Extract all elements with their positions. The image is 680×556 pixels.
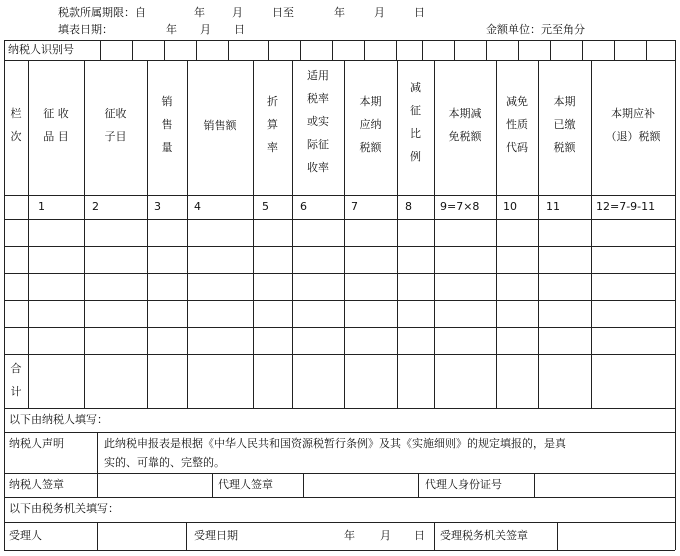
index-cell: 4 bbox=[194, 200, 201, 213]
period-day-to: 日至 bbox=[272, 6, 294, 19]
col-header-conversion-rate: 折 算 率 bbox=[267, 95, 278, 154]
fill-date-label: 填表日期： bbox=[58, 23, 113, 36]
col-header-row-no: 栏 次 bbox=[10, 107, 22, 143]
period-month-2: 月 bbox=[374, 6, 385, 19]
col-header-tax-rate: 适用 税率 或实 际征 收率 bbox=[307, 69, 329, 174]
tax-authority-fill-heading: 以下由税务机关填写： bbox=[9, 502, 119, 515]
agent-id-field[interactable] bbox=[535, 474, 674, 496]
agent-seal-field[interactable] bbox=[304, 474, 417, 496]
index-cell: 10 bbox=[503, 200, 517, 213]
col-header-sales-volume: 销 售 量 bbox=[161, 95, 173, 154]
index-cell: 7 bbox=[351, 200, 358, 213]
fill-year: 年 bbox=[166, 23, 177, 36]
taxpayer-seal-field[interactable] bbox=[98, 474, 211, 496]
period-year-1: 年 bbox=[194, 6, 205, 19]
agent-id-label: 代理人身份证号 bbox=[425, 478, 502, 491]
receiving-authority-seal-label: 受理税务机关签章 bbox=[440, 529, 528, 542]
total-label: 合 计 bbox=[10, 362, 22, 398]
fill-day: 日 bbox=[234, 23, 245, 36]
col-header-item: 征 收 品 目 bbox=[43, 107, 69, 143]
index-cell: 8 bbox=[405, 200, 412, 213]
index-cell: 5 bbox=[262, 200, 269, 213]
receive-day: 日 bbox=[414, 529, 425, 542]
receiver-field[interactable] bbox=[98, 523, 185, 549]
agent-seal-label: 代理人签章 bbox=[218, 478, 273, 491]
col-header-tax-due: 本期应补 （退）税额 bbox=[605, 107, 661, 143]
index-cell: 3 bbox=[154, 200, 161, 213]
amount-unit: 金额单位：元至角分 bbox=[486, 23, 585, 36]
fill-month: 月 bbox=[200, 23, 211, 36]
declaration-label: 纳税人声明 bbox=[9, 437, 64, 450]
index-cell: 6 bbox=[300, 200, 307, 213]
period-month-1: 月 bbox=[232, 6, 243, 19]
receive-month: 月 bbox=[380, 529, 391, 542]
declaration-line-1: 此纳税申报表是根据《中华人民共和国资源税暂行条例》及其《实施细则》的规定填报的，是真 bbox=[104, 437, 566, 450]
receive-date-label: 受理日期 bbox=[194, 529, 238, 542]
index-cell: 11 bbox=[546, 200, 560, 213]
receiving-authority-seal-field[interactable] bbox=[558, 523, 674, 549]
col-header-sales-amount: 销售额 bbox=[203, 119, 237, 132]
col-header-exempt-amount: 本期减 免税额 bbox=[448, 107, 482, 143]
index-cell: 12=7-9-11 bbox=[596, 200, 656, 213]
taxpayer-id-label: 纳税人识别号 bbox=[8, 43, 74, 56]
col-header-exempt-code: 减免 性质 代码 bbox=[506, 95, 528, 154]
index-cell: 1 bbox=[38, 200, 45, 213]
col-header-tax-payable: 本期 应纳 税额 bbox=[359, 95, 382, 154]
col-header-tax-paid: 本期 已缴 税额 bbox=[553, 95, 576, 154]
col-header-subitem: 征收 子目 bbox=[104, 107, 127, 143]
period-label: 税款所属期限：自 bbox=[58, 6, 146, 19]
col-header-reduction-ratio: 减 征 比 例 bbox=[410, 81, 421, 163]
taxpayer-fill-heading: 以下由纳税人填写： bbox=[9, 413, 108, 426]
period-day-2: 日 bbox=[414, 6, 425, 19]
declaration-line-2: 实的、可靠的、完整的。 bbox=[104, 456, 225, 469]
receiver-label: 受理人 bbox=[9, 529, 42, 542]
receive-year: 年 bbox=[344, 529, 355, 542]
period-year-2: 年 bbox=[334, 6, 345, 19]
taxpayer-seal-label: 纳税人签章 bbox=[9, 478, 64, 491]
index-cell: 2 bbox=[92, 200, 99, 213]
index-cell: 9=7×8 bbox=[440, 200, 480, 213]
